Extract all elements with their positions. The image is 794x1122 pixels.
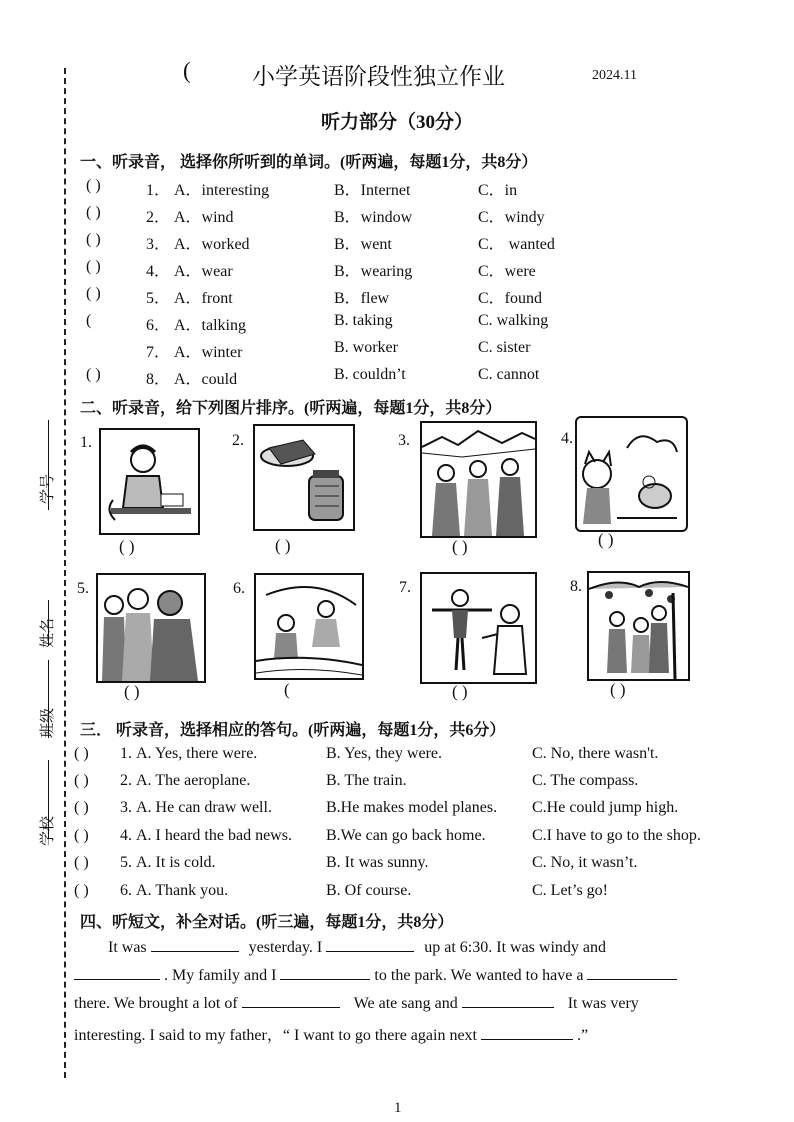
section3-item-6-number: 6. xyxy=(120,882,132,899)
section3-item-1-option-a[interactable]: A. Yes, there were. xyxy=(136,745,258,762)
section1-item-1-option-b[interactable]: B．Internet xyxy=(334,182,411,199)
section1-item-5-q1-bracket[interactable]: ( ) xyxy=(86,285,101,302)
page-number: 1 xyxy=(394,1100,402,1116)
passage-text: up at 6:30. It was windy and xyxy=(424,939,606,956)
boy-at-desk-picture-icon xyxy=(101,430,198,533)
picture-7-answer[interactable]: ( ) xyxy=(452,682,468,701)
family-group-picture-icon xyxy=(98,575,204,681)
section1-item-3-option-c[interactable]: C． wanted xyxy=(478,236,555,253)
section4-heading: 四、听短文，补全对话。(听三遍，每题1分，共8分） xyxy=(80,914,454,931)
picture-8-answer[interactable]: ( ) xyxy=(610,680,626,699)
section3-item-5-option-c[interactable]: C. No, it wasn’t. xyxy=(532,854,638,871)
passage-text: .” xyxy=(577,1027,589,1044)
picture-2-answer[interactable]: ( ) xyxy=(275,536,291,555)
name-field[interactable] xyxy=(48,600,49,646)
bread-and-jar-picture-icon xyxy=(255,426,353,529)
picture-5-answer[interactable]: ( ) xyxy=(124,682,140,701)
section1-item-5-q1-number: 5． xyxy=(146,290,171,307)
student-id-field[interactable] xyxy=(48,420,49,510)
section3-item-2-number: 2. xyxy=(120,772,132,789)
passage-text: It was xyxy=(108,939,147,956)
section3-item-5-bracket[interactable]: ( ) xyxy=(74,854,89,871)
passage-line-4 xyxy=(74,1022,588,1045)
section1-item-7-q1-number: 7． xyxy=(146,344,171,361)
section1-item-4-q1-bracket[interactable]: ( ) xyxy=(86,258,101,275)
blank-1[interactable] xyxy=(151,937,239,952)
passage-text: We ate sang and xyxy=(353,995,458,1012)
section3-item-3-number: 3. xyxy=(120,799,132,816)
section3-item-3-bracket[interactable]: ( ) xyxy=(74,799,89,816)
blank-8[interactable] xyxy=(481,1025,573,1040)
section1-item-5-option-a[interactable]: A．front xyxy=(174,290,233,307)
section1-item-8-q1-bracket[interactable]: ( ) xyxy=(86,366,101,383)
passage-line-1 xyxy=(108,937,606,957)
picture-2 xyxy=(253,424,355,531)
section1-item-5-option-b[interactable]: B．flew xyxy=(334,290,390,307)
cat-and-mouse-picture-icon xyxy=(577,418,686,530)
section3-item-4-option-c[interactable]: C.I have to go to the shop. xyxy=(532,827,701,844)
section1-item-2-q1-bracket[interactable]: ( ) xyxy=(86,204,101,221)
section3-item-4-option-a[interactable]: A. I heard the bad news. xyxy=(136,827,292,844)
passage-text: yesterday. I xyxy=(248,939,323,956)
passage-line-2 xyxy=(74,965,677,985)
great-wall-children-picture-icon xyxy=(422,423,535,536)
section1-item-2-option-b[interactable]: B．window xyxy=(334,209,413,226)
section3-item-2-option-b[interactable]: B. The train. xyxy=(326,772,407,789)
picture-1 xyxy=(99,428,200,535)
picture-3-answer[interactable]: ( ) xyxy=(452,537,468,556)
blank-5[interactable] xyxy=(587,965,677,980)
name-label: 姓名 xyxy=(40,617,56,648)
class-label: 班级 xyxy=(40,707,56,738)
blank-2[interactable] xyxy=(326,937,414,952)
section3-item-5-number: 5. xyxy=(120,854,132,871)
class-field[interactable] xyxy=(48,660,49,738)
school-field[interactable] xyxy=(48,760,49,838)
section3-item-1-number: 1. xyxy=(120,745,132,762)
fishing-picture-icon xyxy=(256,575,362,678)
section1-item-4-option-a[interactable]: A．wear xyxy=(174,263,233,280)
dancer-and-woman-picture-icon xyxy=(422,574,535,682)
section3-item-6-bracket[interactable]: ( ) xyxy=(74,882,89,899)
title-text: 小学英语阶段性独立作业 xyxy=(252,64,505,89)
section1-item-1-option-c[interactable]: C．in xyxy=(478,182,518,199)
blank-4[interactable] xyxy=(280,965,370,980)
picture-6 xyxy=(254,573,364,680)
section1-item-8-q1-number: 8． xyxy=(146,371,171,388)
passage-text: there. We brought a lot of xyxy=(74,995,238,1012)
blank-6[interactable] xyxy=(242,993,340,1008)
section3-item-6-option-a[interactable]: A. Thank you. xyxy=(136,882,229,899)
picture-4-answer[interactable]: ( ) xyxy=(598,530,614,549)
section1-item-4-option-c[interactable]: C．were xyxy=(478,263,536,280)
picture-1-answer[interactable]: ( ) xyxy=(119,537,135,556)
section3-item-2-bracket[interactable]: ( ) xyxy=(74,772,89,789)
section1-item-5-option-c[interactable]: C．found xyxy=(478,290,543,307)
section2-heading: 二、听录音，给下列图片排序。(听两遍，每题1分，共8分） xyxy=(80,400,502,417)
section1-item-8-option-b[interactable]: B. couldn’t xyxy=(334,366,406,383)
section1-item-1-option-a[interactable]: A．interesting xyxy=(174,182,270,199)
section3-item-1-option-c[interactable]: C. No, there wasn't. xyxy=(532,745,659,762)
section1-item-4-q1-number: 4． xyxy=(146,263,171,280)
picture-6-number: 6. xyxy=(233,580,245,597)
picture-5 xyxy=(96,573,206,683)
section1-heading: 一、听录音， 选择你所听到的单词。(听两遍，每题1分，共8分） xyxy=(80,154,538,171)
binding-dashed-line xyxy=(64,68,66,1078)
passage-text: to the park. We wanted to have a xyxy=(374,967,584,984)
section3-item-4-bracket[interactable]: ( ) xyxy=(74,827,89,844)
section1-item-6-q1-number: 6． xyxy=(146,317,171,334)
passage-line-3 xyxy=(74,993,639,1013)
section1-item-1-q1-number: 1． xyxy=(146,182,171,199)
picture-3-number: 3. xyxy=(398,432,410,449)
passage-text: It was very xyxy=(567,995,639,1012)
section-subtitle: 听力部分（30分） xyxy=(320,112,473,133)
picture-5-number: 5. xyxy=(77,580,89,597)
section3-item-3-option-b[interactable]: B.He makes model planes. xyxy=(326,799,498,816)
section1-item-2-option-a[interactable]: A．wind xyxy=(174,209,234,226)
section3-item-4-number: 4. xyxy=(120,827,132,844)
section3-item-2-option-c[interactable]: C. The compass. xyxy=(532,772,639,789)
section1-item-3-q1-bracket[interactable]: ( ) xyxy=(86,231,101,248)
section3-item-2-option-a[interactable]: A. The aeroplane. xyxy=(136,772,251,789)
section1-item-7-option-c[interactable]: C. sister xyxy=(478,339,531,356)
section1-item-8-option-a[interactable]: A．could xyxy=(174,371,238,388)
picture-2-number: 2. xyxy=(232,432,244,449)
section3-item-4-option-b[interactable]: B.We can go back home. xyxy=(326,827,486,844)
section1-item-6-option-a[interactable]: A．talking xyxy=(174,317,246,334)
picture-8 xyxy=(587,571,690,681)
section1-item-2-option-c[interactable]: C．windy xyxy=(478,209,545,226)
student-id-label: 学号 xyxy=(40,473,56,504)
section1-item-2-q1-number: 2． xyxy=(146,209,171,226)
section3-item-6-option-c[interactable]: C. Let’s go! xyxy=(532,882,608,899)
section3-item-3-option-c[interactable]: C.He could jump high. xyxy=(532,799,679,816)
picture-4 xyxy=(575,416,688,532)
section1-item-6-option-b[interactable]: B. taking xyxy=(334,312,393,329)
picture-1-number: 1. xyxy=(80,434,92,451)
section1-item-3-option-b[interactable]: B．went xyxy=(334,236,392,253)
passage-text: . My family and I xyxy=(164,967,277,984)
section1-item-3-option-a[interactable]: A．worked xyxy=(174,236,250,253)
section1-item-6-q1-bracket[interactable]: ( xyxy=(86,312,92,329)
section1-item-4-option-b[interactable]: B．wearing xyxy=(334,263,413,280)
school-label: 学校 xyxy=(40,815,56,846)
section1-item-1-q1-bracket[interactable]: ( ) xyxy=(86,177,101,194)
section1-item-7-option-b[interactable]: B. worker xyxy=(334,339,398,356)
section3-item-5-option-b[interactable]: B. It was sunny. xyxy=(326,854,429,871)
section3-item-3-option-a[interactable]: A. He can draw well. xyxy=(136,799,272,816)
picture-8-number: 8. xyxy=(570,578,582,595)
section1-item-8-option-c[interactable]: C. cannot xyxy=(478,366,540,383)
passage-text: interesting. I said to my father，“ I want to go there again next xyxy=(74,1027,477,1044)
picture-7 xyxy=(420,572,537,684)
section3-item-1-option-b[interactable]: B. Yes, they were. xyxy=(326,745,442,762)
picture-3 xyxy=(420,421,537,538)
section1-item-7-option-a[interactable]: A．winter xyxy=(174,344,243,361)
section3-item-6-option-b[interactable]: B. Of course. xyxy=(326,882,412,899)
picture-7-number: 7. xyxy=(399,579,411,596)
picking-fruit-picture-icon xyxy=(589,573,688,679)
section3-heading: 三． 听录音，选择相应的答句。(听两遍，每题1分，共6分） xyxy=(80,722,506,739)
section3-item-1-bracket[interactable]: ( ) xyxy=(74,745,89,762)
date-label: 2024.11 xyxy=(592,68,637,83)
blank-7[interactable] xyxy=(462,993,554,1008)
title-paren: ( xyxy=(183,58,191,83)
blank-3[interactable] xyxy=(74,965,160,980)
section1-item-6-option-c[interactable]: C. walking xyxy=(478,312,549,329)
picture-4-number: 4. xyxy=(561,430,573,447)
section1-item-3-q1-number: 3． xyxy=(146,236,171,253)
picture-6-answer[interactable]: ( xyxy=(284,680,290,699)
section3-item-5-option-a[interactable]: A. It is cold. xyxy=(136,854,216,871)
